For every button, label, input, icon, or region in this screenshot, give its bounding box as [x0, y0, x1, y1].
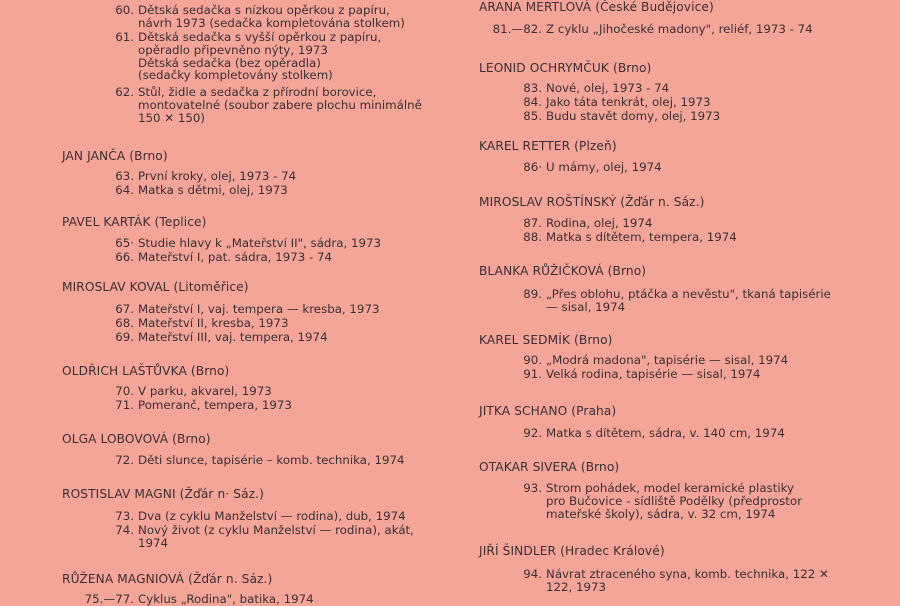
work-description-line: 150 ✕ 150): [138, 110, 206, 125]
work-description-line: opěradlo připevněno nýty, 1973: [138, 42, 328, 57]
artist-name-sedmik: KAREL SEDMÍK (Brno): [479, 333, 613, 347]
artist-name-mertlova: ARANA MERTLOVÁ (České Budějovice): [479, 0, 714, 14]
work-description-line: V parku, akvarel, 1973: [138, 384, 272, 398]
catalog-number: 65·: [115, 236, 134, 250]
catalog-number: 64.: [115, 183, 134, 197]
catalog-number: 92.: [523, 426, 542, 440]
artist-name-janca: JAN JANČA (Brno): [62, 149, 168, 163]
catalog-number: 87.: [523, 216, 542, 230]
catalog-number: 63.: [115, 169, 134, 183]
work-description-line: Návrat ztraceného syna, komb. technika, 122 ✕: [546, 567, 829, 581]
work-description-line: U mámy, olej, 1974: [546, 160, 662, 174]
catalog-entry: [0, 303, 430, 316]
catalog-number: 72.: [115, 453, 134, 467]
catalog-entry: [0, 184, 430, 197]
work-description-line: Matka s dítětem, sádra, v. 140 cm, 1974: [546, 426, 785, 440]
catalog-entry: [0, 170, 430, 183]
work-description-line: Dětská sedačka (bez opěradla): [138, 55, 321, 70]
catalog-number: 93.: [523, 481, 542, 495]
work-description-line: 122, 1973: [546, 580, 607, 595]
catalog-entry: [470, 217, 900, 230]
catalog-number: 70.: [115, 384, 134, 398]
catalog-entry: [470, 368, 900, 381]
work-description-line: — sisal, 1974: [546, 300, 626, 315]
catalog-entry: [470, 23, 900, 36]
artist-name-magniova: RŮŽENA MAGNIOVÁ (Žďár n. Sáz.): [62, 572, 273, 586]
catalog-entry: [470, 354, 900, 367]
work-description-line: Z cyklu „Jihočeské madony", reliéf, 1973 - 74: [546, 22, 813, 36]
work-description-line: „Přes oblohu, ptáčka a nevěstu", tkaná tapisérie: [546, 287, 831, 301]
catalog-entry: [0, 237, 430, 250]
work-description-line: První kroky, olej, 1973 - 74: [138, 169, 297, 183]
catalog-entry: [470, 427, 900, 440]
artist-name-lobovova: OLGA LOBOVOVÁ (Brno): [62, 432, 211, 446]
work-description-line: Mateřství I, vaj. tempera — kresba, 1973: [138, 302, 380, 316]
work-description-line: Stůl, židle a sedačka z přírodní borovice,: [138, 85, 377, 99]
catalog-number: 62.: [115, 85, 134, 99]
artist-name-kartak: PAVEL KARTÁK (Teplice): [62, 215, 207, 229]
catalog-number: 74.: [115, 523, 134, 537]
work-description-line: „Modrá madona", tapisérie — sisal, 1974: [546, 353, 789, 367]
catalog-entry: [470, 568, 900, 594]
work-description-line: Strom pohádek, model keramické plastiky: [546, 481, 794, 495]
catalog-entry: [470, 161, 900, 174]
artist-name-lastuvka: OLDŘICH LAŠTŮVKA (Brno): [62, 364, 230, 378]
work-description-line: Dětská sedačka s nízkou opěrkou z papíru,: [138, 3, 390, 17]
catalog-entry: [0, 524, 430, 550]
catalog-number: 88.: [523, 230, 542, 244]
catalog-entry: [0, 317, 430, 330]
work-description-line: Dětská sedačka s vyšší opěrkou z papíru,: [138, 30, 382, 44]
catalog-number: 81.—82.: [492, 22, 542, 36]
artist-name-retter: KAREL RETTER (Plzeň): [479, 139, 617, 153]
work-description-line: Matka s dítětem, tempera, 1974: [546, 230, 737, 244]
catalog-number: 90.: [523, 353, 542, 367]
catalog-number: 71.: [115, 398, 134, 412]
catalog-entry: [470, 231, 900, 244]
catalog-entry: [0, 399, 430, 412]
catalog-entry: [470, 110, 900, 123]
catalog-number: 94.: [523, 567, 542, 581]
catalog-number: 69.: [115, 330, 134, 344]
catalog-entry: [470, 96, 900, 109]
catalog-number: 84.: [523, 95, 542, 109]
artist-name-magni: ROSTISLAV MAGNI (Žďár n· Sáz.): [62, 487, 264, 501]
work-description-line: pro Bučovice - sídliště Podělky (předprostor: [546, 494, 802, 509]
catalog-entry: [470, 482, 900, 522]
catalog-entry: [0, 385, 430, 398]
work-description-line: Dva (z cyklu Manželství — rodina), dub, 1974: [138, 509, 406, 523]
work-description-line: Velká rodina, tapisérie — sisal, 1974: [546, 367, 761, 381]
catalog-number: 73.: [115, 509, 134, 523]
catalog-entry: [0, 593, 430, 606]
catalog-number: 86·: [523, 160, 542, 174]
catalog-number: 66.: [115, 250, 134, 264]
catalog-entry: [0, 251, 430, 264]
work-description-line: Jako táta tenkrát, olej, 1973: [546, 95, 711, 109]
artist-name-ruzickova: BLANKA RŮŽIČKOVÁ (Brno): [479, 264, 647, 278]
work-description-line: Studie hlavy k „Mateřství II", sádra, 1973: [138, 236, 382, 250]
catalog-entry: [0, 31, 430, 82]
work-description-line: Cyklus „Rodina", batika, 1974: [138, 592, 314, 606]
work-description-line: 1974: [138, 535, 169, 550]
work-description-line: Děti slunce, tapisérie – komb. technika, 1974: [138, 453, 405, 467]
catalog-entry: [470, 82, 900, 95]
catalog-number: 60.: [115, 3, 134, 17]
catalog-number: 91.: [523, 367, 542, 381]
artist-name-koval: MIROSLAV KOVAL (Litoměřice): [62, 280, 249, 294]
catalog-entry: [0, 86, 430, 124]
artist-name-sivera: OTAKAR SIVERA (Brno): [479, 460, 620, 474]
catalog-entry: [0, 331, 430, 344]
artist-name-sindler: JIŘÍ ŠINDLER (Hradec Králové): [479, 544, 665, 558]
catalog-number: 75.—77.: [84, 592, 134, 606]
work-description-line: Rodina, olej, 1974: [546, 216, 653, 230]
work-description-line: Nový život (z cyklu Manželství — rodina), akát,: [138, 523, 414, 537]
artist-name-rostinsky: MIROSLAV ROŠTÍNSKÝ (Žďár n. Sáz.): [479, 195, 705, 209]
work-description-line: mateřské školy), sádra, v. 32 cm, 1974: [546, 507, 776, 522]
catalog-number: 68.: [115, 316, 134, 330]
catalog-number: 67.: [115, 302, 134, 316]
artist-name-schano: JITKA SCHANO (Praha): [479, 404, 617, 418]
work-description-line: Mateřství III, vaj. tempera, 1974: [138, 330, 328, 344]
work-description-line: Nové, olej, 1973 - 74: [546, 81, 670, 95]
catalog-number: 85.: [523, 109, 542, 123]
work-description-line: montovatelné (soubor zabere plochu minimálně: [138, 97, 422, 112]
work-description-line: Matka s dětmi, olej, 1973: [138, 183, 288, 197]
catalog-number: 61.: [115, 30, 134, 44]
work-description-line: (sedačky kompletovány stolkem): [138, 68, 333, 83]
catalog-entry: [0, 454, 430, 467]
work-description-line: Budu stavět domy, olej, 1973: [546, 109, 721, 123]
work-description-line: návrh 1973 (sedačka kompletována stolkem): [138, 15, 405, 30]
catalog-entry: [0, 510, 430, 523]
catalog-entry: [470, 288, 900, 314]
work-description-line: Mateřství II, kresba, 1973: [138, 316, 289, 330]
work-description-line: Mateřství I, pat. sádra, 1973 - 74: [138, 250, 332, 264]
catalog-number: 83.: [523, 81, 542, 95]
catalog-entry: [0, 4, 430, 30]
catalog-number: 89.: [523, 287, 542, 301]
artist-name-ochrymcuk: LEONID OCHRYMČUK (Brno): [479, 61, 652, 75]
work-description-line: Pomeranč, tempera, 1973: [138, 398, 292, 412]
